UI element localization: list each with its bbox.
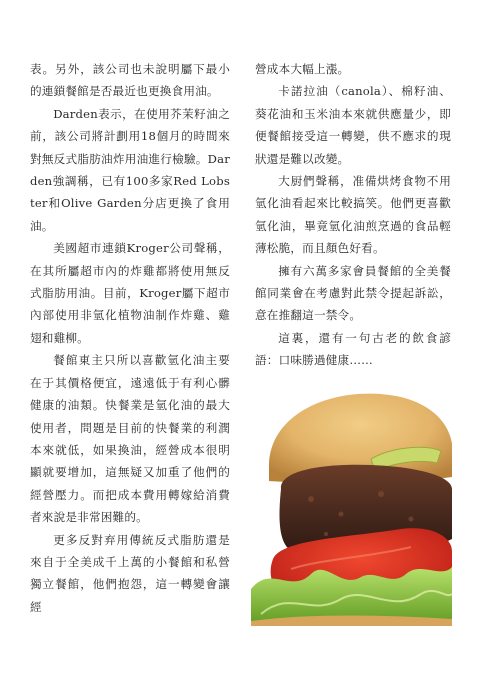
paragraph: 卡諾拉油（canola）、棉籽油、葵花油和玉米油本來就供應量少，即便餐館接受這一轉變，供不應求的現狀還是難以改變。 bbox=[255, 84, 451, 166]
right-text-column bbox=[255, 58, 451, 372]
paragraph: 擁有六萬多家會員餐館的全美餐館同業會在考慮對此禁令提起訴訟，意在推翻這一禁令。 bbox=[255, 263, 451, 323]
paragraph: 大厨們聲稱，准備烘烤食物不用氫化油看起來比較搞笑。他們更喜歡氫化油，畢竟氫化油煎烹過的食品輕薄松脆，而且顏色好看。 bbox=[255, 174, 451, 256]
paragraph: 表。另外，該公司也未說明屬下最小的連鎖餐館是否最近也更換食用油。 bbox=[30, 62, 230, 99]
paragraph: 更多反對弃用傳統反式脂肪還是來自于全美成千上萬的小餐館和私營獨立餐館，他們抱怨，這一轉變會讓經 bbox=[30, 532, 230, 614]
paragraph: 美國超市連鎖Kroger公司聲稱，在其所屬超市內的炸雞都將使用無反式脂肪用油。目前，Kroger屬下超市內部使用非氫化植物油制作炸雞、雞翅和雞柳。 bbox=[30, 241, 230, 345]
hamburger-photo bbox=[251, 389, 452, 626]
left-text-column bbox=[30, 58, 230, 618]
paragraph: 這裏，還有一句古老的飲食諺語：口味勝過健康…… bbox=[255, 330, 451, 368]
paragraph: 餐館東主只所以喜歡氫化油主要在于其價格便宜，遠遠低于有利心髒健康的油類。快餐業是氫化油的最大使用者，問題是目前的快餐業的利潤本來就低，如果換油，經營成本很明顯就要增加，這無疑又加重了他們的經營壓力。而把成本費用轉嫁給消費者來說是非常困難的。 bbox=[30, 353, 230, 525]
paragraph: Darden表示，在使用芥茉籽油之前，該公司將計劃用18個月的時間來對無反式脂肪油炸用油進行檢驗。Darden強調稱，已有100多家Red Lobster和Olive Garden分店更換了食用油。 bbox=[30, 106, 230, 233]
paragraph: 營成本大幅上漲。 bbox=[255, 62, 350, 76]
